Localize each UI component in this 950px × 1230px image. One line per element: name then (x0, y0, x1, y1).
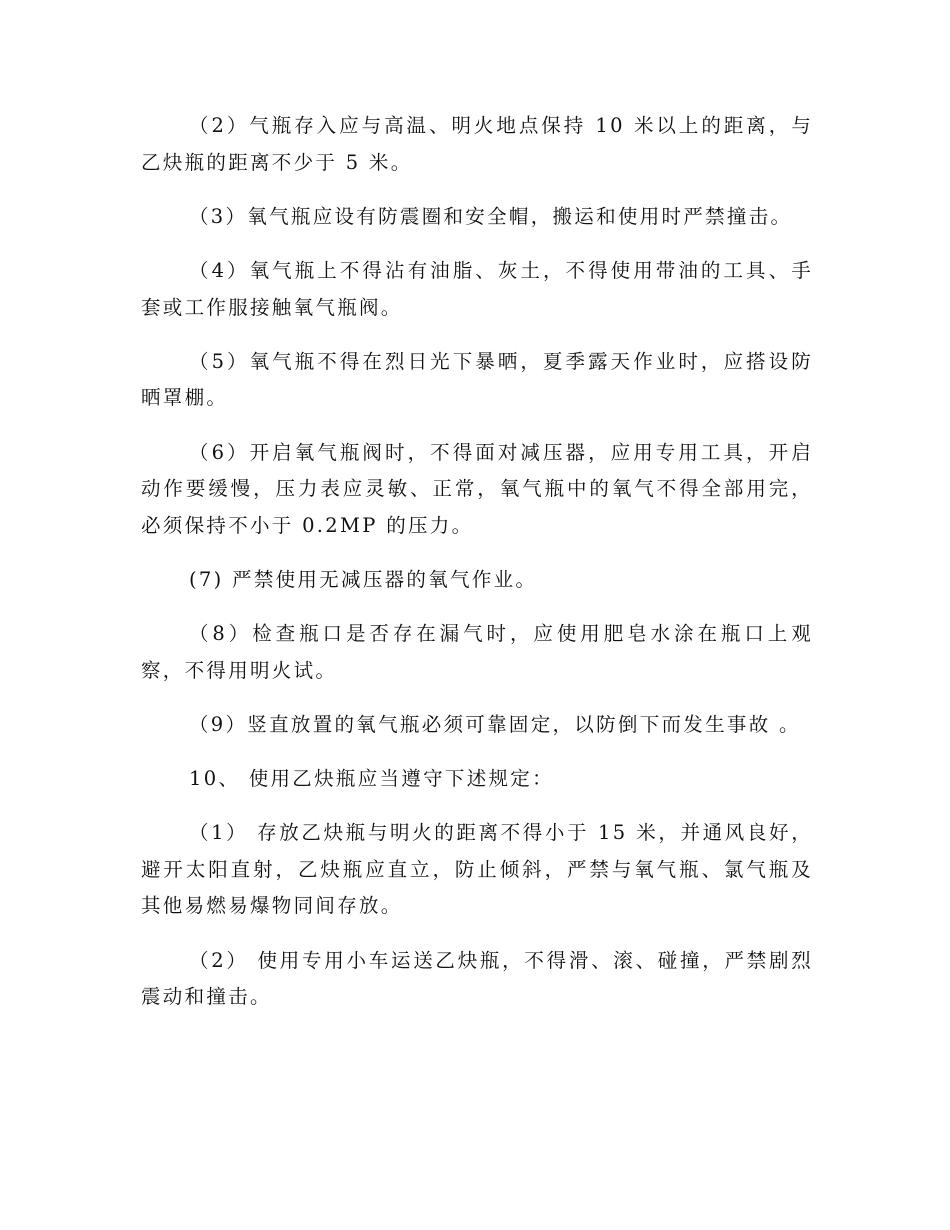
section-10-heading: 10、 使用乙炔瓶应当遵守下述规定： (189, 767, 554, 791)
paragraph-3-shock-ring: （3）氧气瓶应设有防震圈和安全帽，搬运和使用时严禁撞击。 (189, 204, 793, 228)
paragraph-8-leak-check: （8）检查瓶口是否存在漏气时，应使用肥皂水涂在瓶口上观察，不得用明火试。 (141, 622, 813, 682)
paragraph-9-secure-upright: （9）竖直放置的氧气瓶必须可靠固定，以防倒下而发生事故 。 (189, 712, 801, 736)
paragraph-10-2-acetylene-transport: （2） 使用专用小车运送乙炔瓶，不得滑、滚、碰撞，严禁剧烈震动和撞击。 (141, 948, 813, 1009)
paragraph-7-no-regulator: (7) 严禁使用无减压器的氧气作业。 (189, 567, 538, 591)
paragraph-4-no-grease: （4）氧气瓶上不得沾有油脂、灰土，不得使用带油的工具、手套或工作服接触氧气瓶阀。 (141, 258, 813, 319)
paragraph-5-no-sun-exposure: （5）氧气瓶不得在烈日光下暴晒，夏季露天作业时，应搭设防晒罩棚。 (141, 349, 813, 410)
paragraph-6-opening-valve: （6）开启氧气瓶阀时，不得面对减压器，应用专用工具，开启动作要缓慢，压力表应灵敏、正常，氧气瓶中的氧气不得全部用完，必须保持不小于 0.2MP 的压力。 (141, 440, 813, 537)
paragraph-10-1-acetylene-storage: （1） 存放乙炔瓶与明火的距离不得小于 15 米，并通风良好，避开太阳直射，乙炔瓶应直立，防止倾斜，严禁与氧气瓶、氯气瓶及其他易燃易爆物同间存放。 (141, 821, 813, 918)
paragraph-2-gas-cylinder-distance: （2）气瓶存入应与高温、明火地点保持 10 米以上的距离，与乙炔瓶的距离不少于 5 米。 (141, 114, 813, 174)
document-body (141, 108, 813, 1033)
